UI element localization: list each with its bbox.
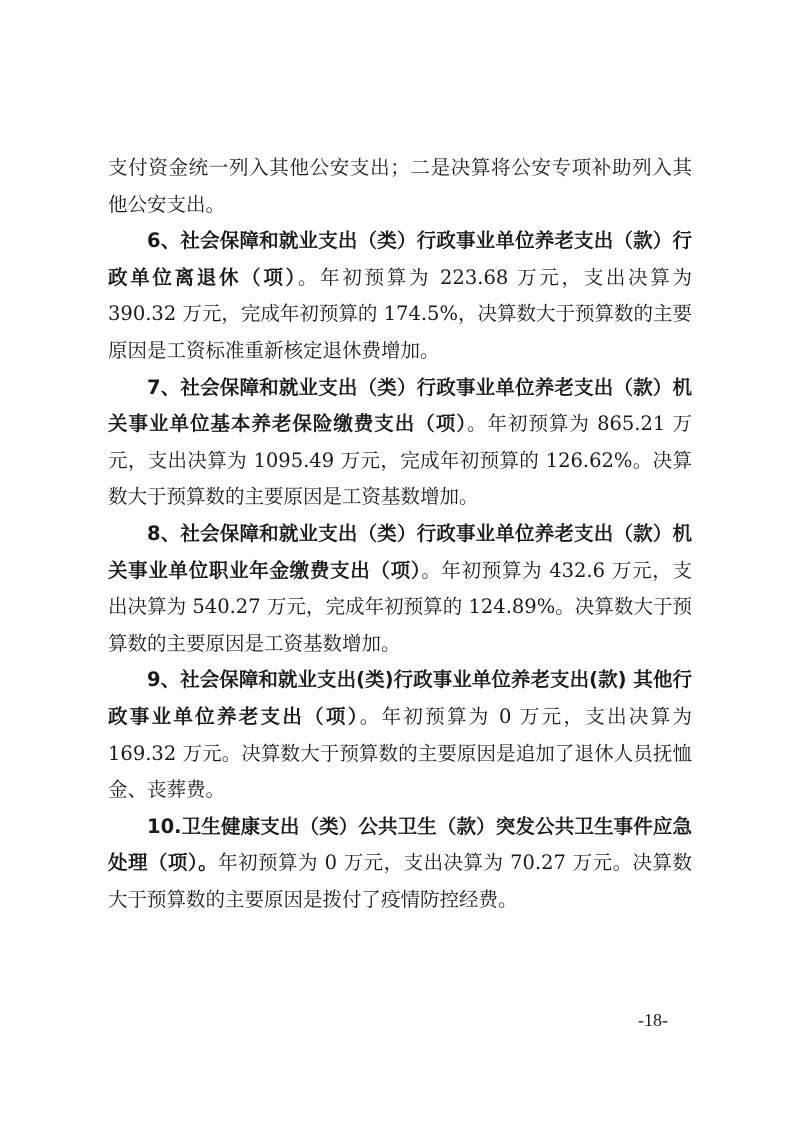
paragraph-continuation xyxy=(108,150,692,223)
paragraph-heading: 10.卫生健康支出（类）公共卫生（款）突发公共卫生事件应急处理（项）。 xyxy=(108,814,692,875)
paragraph-text: 年初预算为 0 万元，支出决算为 70.27 万元。决算数大于预算数的主要原因是拨付了疫情防控经费。 xyxy=(108,851,692,911)
paragraph-heading: 8、社会保障和就业支出（类）行政事业单位养老支出（款）机关事业单位职业年金缴费支出（项） xyxy=(108,521,692,582)
paragraph-item-10 xyxy=(108,809,692,919)
paragraph-item-9 xyxy=(108,662,692,808)
paragraph-text: 。年初预算为 432.6 万元，支出决算为 540.27 万元，完成年初预算的 124.89%。决算数大于预算数的主要原因是工资基数增加。 xyxy=(108,558,692,655)
paragraph-item-6 xyxy=(108,223,692,369)
paragraph-item-7 xyxy=(108,370,692,516)
document-body xyxy=(108,150,692,918)
paragraph-text: 。年初预算为 865.21 万元，支出决算为 1095.49 万元，完成年初预算的 126.62%。决算数大于预算数的主要原因是工资基数增加。 xyxy=(108,412,692,509)
page-number: -18- xyxy=(638,1010,668,1030)
paragraph-heading: 9、社会保障和就业支出(类)行政事业单位养老支出(款) 其他行政事业单位养老支出（项） xyxy=(108,668,692,728)
paragraph-heading: 7、社会保障和就业支出（类）行政事业单位养老支出（款）机关事业单位基本养老保险缴费支出（项） xyxy=(108,375,692,436)
paragraph-heading: 6、社会保障和就业支出（类）行政事业单位养老支出（款）行政单位离退休（项） xyxy=(108,229,692,289)
paragraph-text: 支付资金统一列入其他公安支出；二是决算将公安专项补助列入其他公安支出。 xyxy=(108,156,692,216)
paragraph-text: 。年初预算为 0 万元，支出决算为 169.32 万元。决算数大于预算数的主要原因是追加了退休人员抚恤金、丧葬费。 xyxy=(108,704,692,802)
paragraph-text: 。年初预算为 223.68 万元，支出决算为 390.32 万元，完成年初预算的 174.5%，决算数大于预算数的主要原因是工资标准重新核定退休费增加。 xyxy=(108,265,692,362)
paragraph-item-8 xyxy=(108,516,692,662)
